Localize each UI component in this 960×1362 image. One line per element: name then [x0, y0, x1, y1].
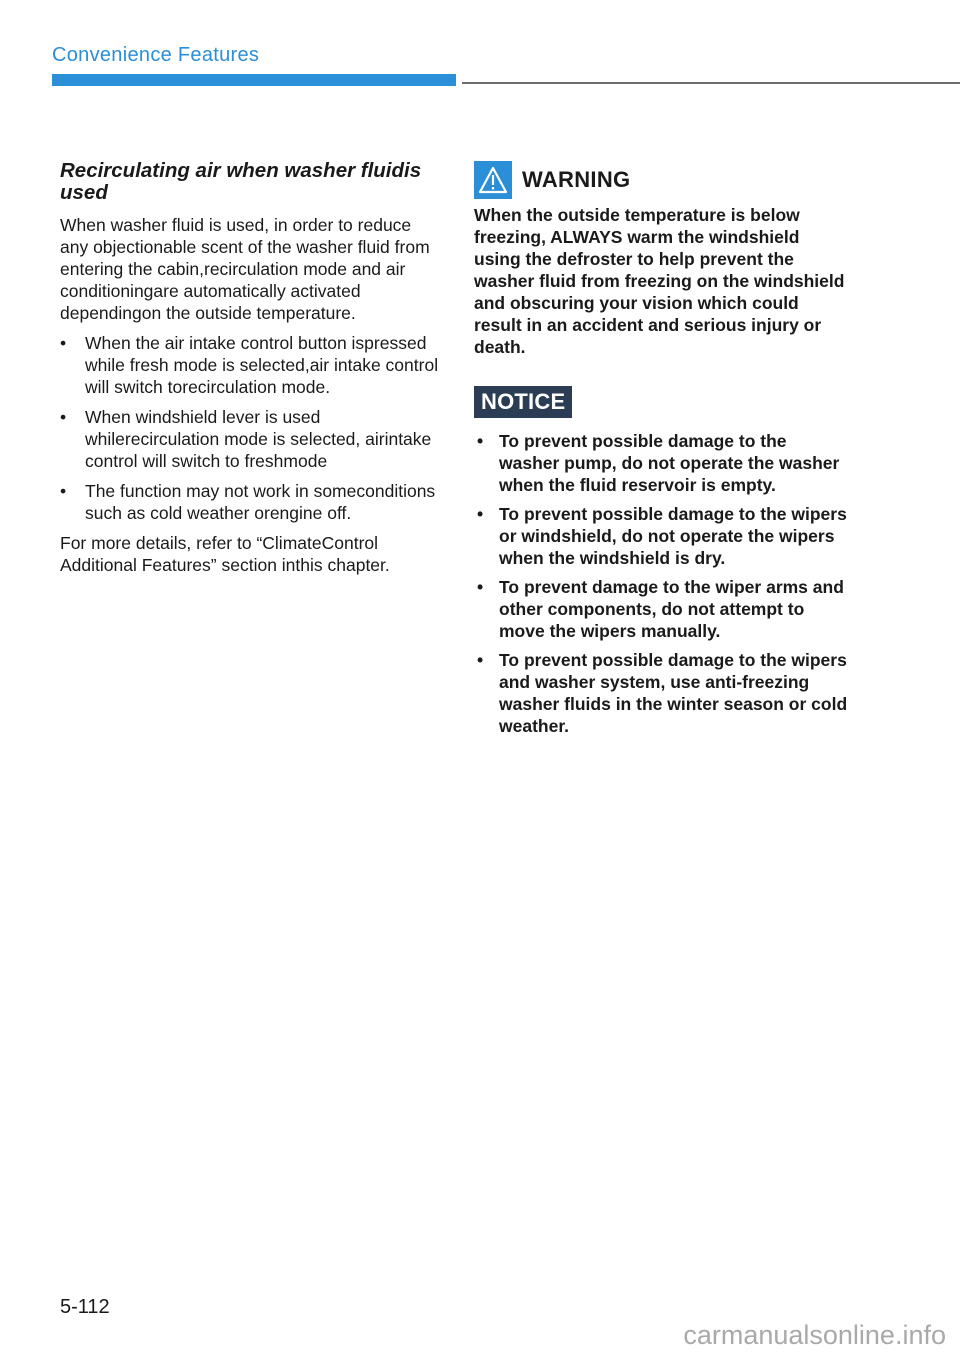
notice-list [474, 430, 850, 737]
list-item [474, 430, 850, 496]
list-item-text: The function may not work in someconditions such as cold weather orengine off. [85, 481, 436, 523]
bullet-icon: • [477, 650, 484, 670]
reference-paragraph: For more details, refer to “ClimateControl Additional Features” section inthis chapter. [60, 533, 390, 575]
list-item-text: To prevent damage to the wiper arms and other components, do not attempt to move the wipers manually. [499, 577, 844, 641]
notice-badge: NOTICE [474, 386, 572, 418]
list-item-text: To prevent possible damage to the washer pump, do not operate the washer when the fluid reservoir is empty. [499, 431, 840, 495]
bullet-icon: • [477, 577, 484, 597]
page-number: 5-112 [60, 1296, 110, 1318]
header-accent-bar [52, 74, 456, 86]
bullet-icon: • [60, 407, 67, 427]
section-title: Convenience Features [52, 44, 260, 66]
list-item [60, 332, 440, 398]
intro-paragraph: When washer fluid is used, in order to reduce any objectionable scent of the washer fluid from entering the cabin,recirculation mode and air conditioningare automatically activated dependingon the outside temperature. [60, 215, 430, 323]
list-item-text: When the air intake control button ispressed while fresh mode is selected,air intake control will switch torecirculation mode. [85, 333, 439, 397]
bullet-icon: • [60, 481, 67, 501]
feature-bullet-list [60, 332, 440, 524]
bullet-icon: • [477, 431, 484, 451]
list-item [474, 649, 850, 737]
watermark: carmanualsonline.info [683, 1320, 946, 1350]
warning-triangle-icon [474, 161, 512, 199]
list-item-text: To prevent possible damage to the wipers and washer system, use anti-freezing washer fluids in the winter season or cold weather. [499, 650, 848, 736]
list-item-text: To prevent possible damage to the wipers or windshield, do not operate the wipers when the windshield is dry. [499, 504, 847, 568]
warning-text: When the outside temperature is below freezing, ALWAYS warm the windshield using the defroster to help prevent the washer fluid from freezing on the windshield and obscuring your vision which could result in an accident and serious injury or death. [474, 205, 845, 357]
bullet-icon: • [60, 333, 67, 353]
list-item [60, 406, 440, 472]
list-item-text: When windshield lever is used whilerecirculation mode is selected, airintake control will switch to freshmode [85, 407, 432, 471]
left-column [60, 160, 440, 584]
list-item [474, 503, 850, 569]
list-item [474, 576, 850, 642]
right-column [474, 160, 850, 744]
bullet-icon: • [477, 504, 484, 524]
list-item [60, 480, 440, 524]
warning-title: WARNING [522, 167, 631, 192]
warning-header [474, 160, 850, 200]
subheading: Recirculating air when washer fluidis used [60, 159, 422, 204]
header-divider [462, 82, 960, 84]
